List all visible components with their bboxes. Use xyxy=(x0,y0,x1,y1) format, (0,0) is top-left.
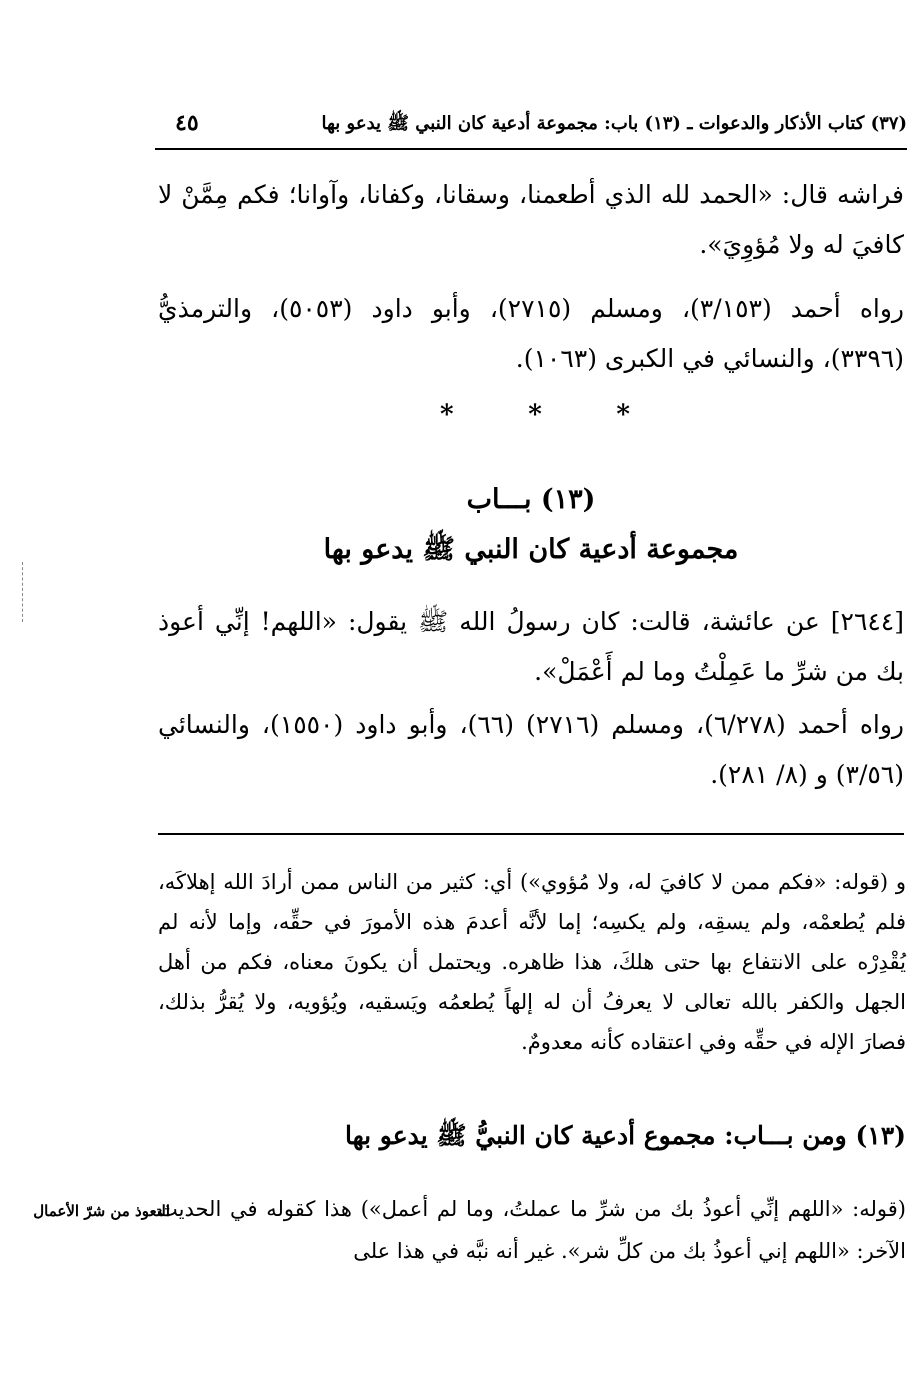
separator-star: * xyxy=(440,400,454,430)
text-paragraph-1: فراشه قال: «الحمد لله الذي أطعمنا، وسقانا، وكفانا، وآوانا؛ فكم مِمَّنْ لا كافيَ له ولا مُؤوِيَ». xyxy=(158,180,904,259)
section-separator xyxy=(440,400,630,430)
separator-star: * xyxy=(616,400,630,430)
hadith-reference: رواه أحمد (٦/٢٧٨)، ومسلم (٢٧١٦) (٦٦)، وأبو داود (١٥٥٠)، والنسائي (٣/٥٦) و (٨/ ٢٨١). xyxy=(158,710,905,789)
running-header xyxy=(155,108,907,140)
margin-note: التعوذ من شرّ الأعمال xyxy=(33,1202,170,1220)
commentary-paragraph-2: (قوله: «اللهم إنِّي أعوذُ بك من شرِّ ما عملتُ، وما لم أعمل») هذا كقوله في الحديث الآخر: «اللهم إني أعوذُ بك من كلِّ شر». غير أنه نبَّه في هذا على xyxy=(158,1197,906,1263)
hadith-text: [٢٦٤٤] عن عائشة، قالت: كان رسولُ الله ﷺ يقول: «اللهم! إنِّي أعوذ بك من شرِّ ما عَمِلْتُ وما لم أَعْمَلْ». xyxy=(158,607,904,686)
commentary-heading: (١٣) ومن بـــاب: مجموع أدعية كان النبيُّ ﷺ يدعو بها xyxy=(344,1121,906,1150)
separator-star: * xyxy=(528,400,542,430)
page-number: ٤٥ xyxy=(175,110,199,136)
chapter-number: (١٣) بـــاب xyxy=(466,484,596,515)
scan-edge-mark xyxy=(22,562,23,622)
commentary-paragraph: و (قوله: «فكم ممن لا كافيَ له، ولا مُؤوي») أي: كثير من الناس ممن أرادَ الله إهلاكَه، فلم يُطعمْه، ولم يسقِه، ولم يكسِه؛ إما لأنَّه أعدمَ هذه الأمورَ في حقِّه، وإما لأنه لم يُقْدِرْه على الانتفاع بها حتى هلكَ، هذا ظاهره. ويحتمل أن يكونَ معناه، فكم من أهل الجهل والكفر بالله تعالى لا يعرفُ أن له إلهاً يُطعمُه ويَسقيه، ويُؤويه، ولا يُقرُّ بذلك، فصارَ الإله في حقِّه وفي اعتقاده كأنه معدومٌ. xyxy=(158,870,906,1054)
reference-paragraph-1: رواه أحمد (٣/١٥٣)، ومسلم (٢٧١٥)، وأبو داود (٥٠٥٣)، والترمذيُّ (٣٣٩٦)، والنسائي في الكبرى (١٠٦٣). xyxy=(158,294,905,373)
chapter-title: مجموعة أدعية كان النبي ﷺ يدعو بها xyxy=(323,534,739,565)
header-rule xyxy=(155,148,907,150)
footnote-rule xyxy=(158,833,904,835)
header-title: (٣٧) كتاب الأذكار والدعوات ـ (١٣) باب: مجموعة أدعية كان النبي ﷺ يدعو بها xyxy=(321,113,907,134)
